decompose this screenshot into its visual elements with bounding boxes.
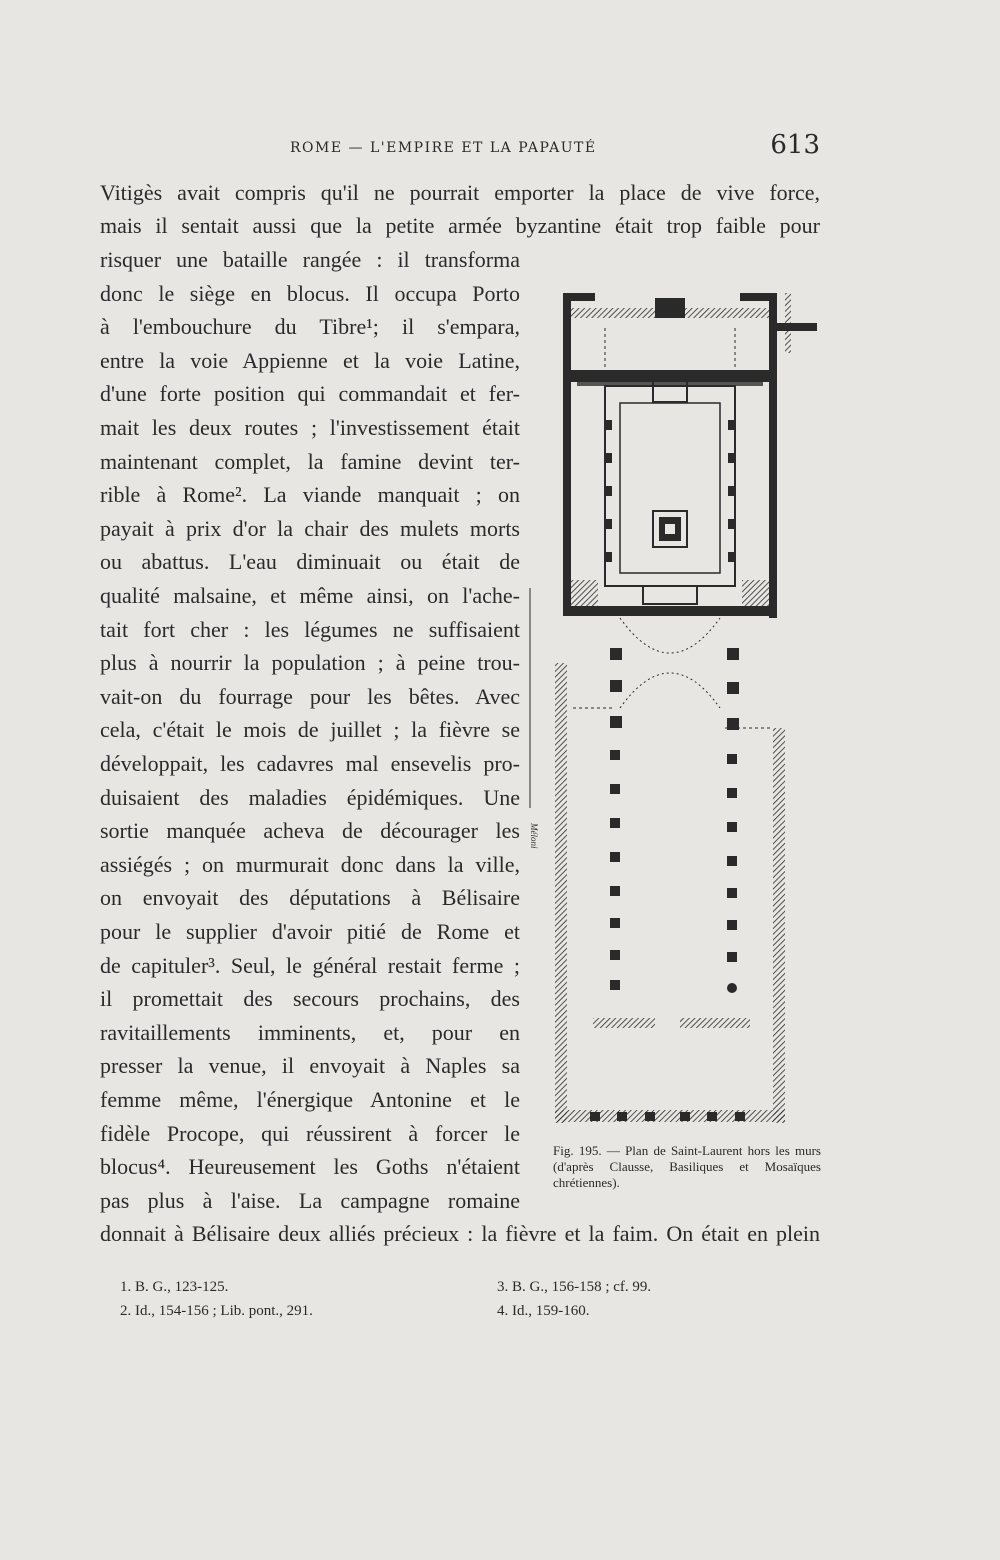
running-title: ROME — L'EMPIRE ET LA PAPAUTÉ bbox=[290, 140, 597, 156]
text-line: pas plus à l'aise. La campagne romaine bbox=[100, 1188, 520, 1213]
text-line: femme même, l'énergique Antonine et le bbox=[100, 1087, 520, 1112]
footnotes-left bbox=[120, 1275, 313, 1323]
text-line: payait à prix d'or la chair des mulets morts bbox=[100, 516, 520, 541]
text-line: mais il sentait aussi que la petite armée byzantine était trop faible pour bbox=[100, 213, 820, 238]
text-line: Vitigès avait compris qu'il ne pourrait emporter la place de vive force, bbox=[100, 180, 820, 205]
text-line: cela, c'était le mois de juillet ; la fièvre se bbox=[100, 717, 520, 742]
text-line: sortie manquée acheva de décourager les bbox=[100, 818, 520, 843]
figure-caption: Fig. 195. — Plan de Saint-Laurent hors les murs (d'après Clausse, Basiliques et Mosaïques chrétiennes). bbox=[553, 1143, 821, 1190]
text-line: maintenant complet, la famine devint ter- bbox=[100, 449, 520, 474]
text-line: donc le siège en blocus. Il occupa Porto bbox=[100, 281, 520, 306]
running-head bbox=[290, 130, 820, 160]
text-line: rible à Rome². La viande manquait ; on bbox=[100, 482, 520, 507]
text-line: ou abattus. L'eau diminuait ou était de bbox=[100, 549, 520, 574]
text-line: ravitaillements imminents, et, pour en bbox=[100, 1020, 520, 1045]
text-line: il promettait des secours prochains, des bbox=[100, 986, 520, 1011]
footnote-1: 1. B. G., 123-125. bbox=[120, 1279, 229, 1295]
text-line: à l'embouchure du Tibre¹; il s'empara, bbox=[100, 314, 520, 339]
text-line: assiégés ; on murmurait donc dans la ville, bbox=[100, 852, 520, 877]
text-line: duisaient des maladies épidémiques. Une bbox=[100, 785, 520, 810]
text-line: tait fort cher : les légumes ne suffisaient bbox=[100, 617, 520, 642]
text-line: d'une forte position qui commandait et fer- bbox=[100, 381, 520, 406]
text-line: qualité malsaine, et même ainsi, on l'ache- bbox=[100, 583, 520, 608]
text-line: entre la voie Appienne et la voie Latine, bbox=[100, 348, 520, 373]
footnote-3: 3. B. G., 156-158 ; cf. 99. bbox=[497, 1279, 652, 1295]
page-number: 613 bbox=[770, 130, 820, 160]
text-line: donnait à Bélisaire deux alliés précieux : la fièvre et la faim. On était en plein bbox=[100, 1221, 820, 1246]
footnotes-right bbox=[497, 1275, 651, 1323]
artist-signature: Méloni bbox=[529, 823, 539, 849]
text-line: fidèle Procope, qui réussirent à forcer le bbox=[100, 1121, 520, 1146]
text-line: plus à nourrir la population ; à peine trou- bbox=[100, 650, 520, 675]
text-line: vait-on du fourrage pour les bêtes. Avec bbox=[100, 684, 520, 709]
text-line: de capituler³. Seul, le général restait ferme ; bbox=[100, 953, 520, 978]
basilica-floor-plan bbox=[529, 268, 825, 1138]
text-line: développait, les cadavres mal ensevelis pro- bbox=[100, 751, 520, 776]
text-line: pour le supplier d'avoir pitié de Rome et bbox=[100, 919, 520, 944]
text-line: mait les deux routes ; l'investissement était bbox=[100, 415, 520, 440]
text-line: risquer une bataille rangée : il transforma bbox=[100, 247, 520, 272]
footnote-2: 2. Id., 154-156 ; Lib. pont., 291. bbox=[120, 1303, 313, 1319]
text-line: presser la venue, il envoyait à Naples sa bbox=[100, 1053, 520, 1078]
footnote-4: 4. Id., 159-160. bbox=[497, 1303, 590, 1319]
text-line: blocus⁴. Heureusement les Goths n'étaient bbox=[100, 1154, 520, 1179]
text-line: on envoyait des députations à Bélisaire bbox=[100, 885, 520, 910]
